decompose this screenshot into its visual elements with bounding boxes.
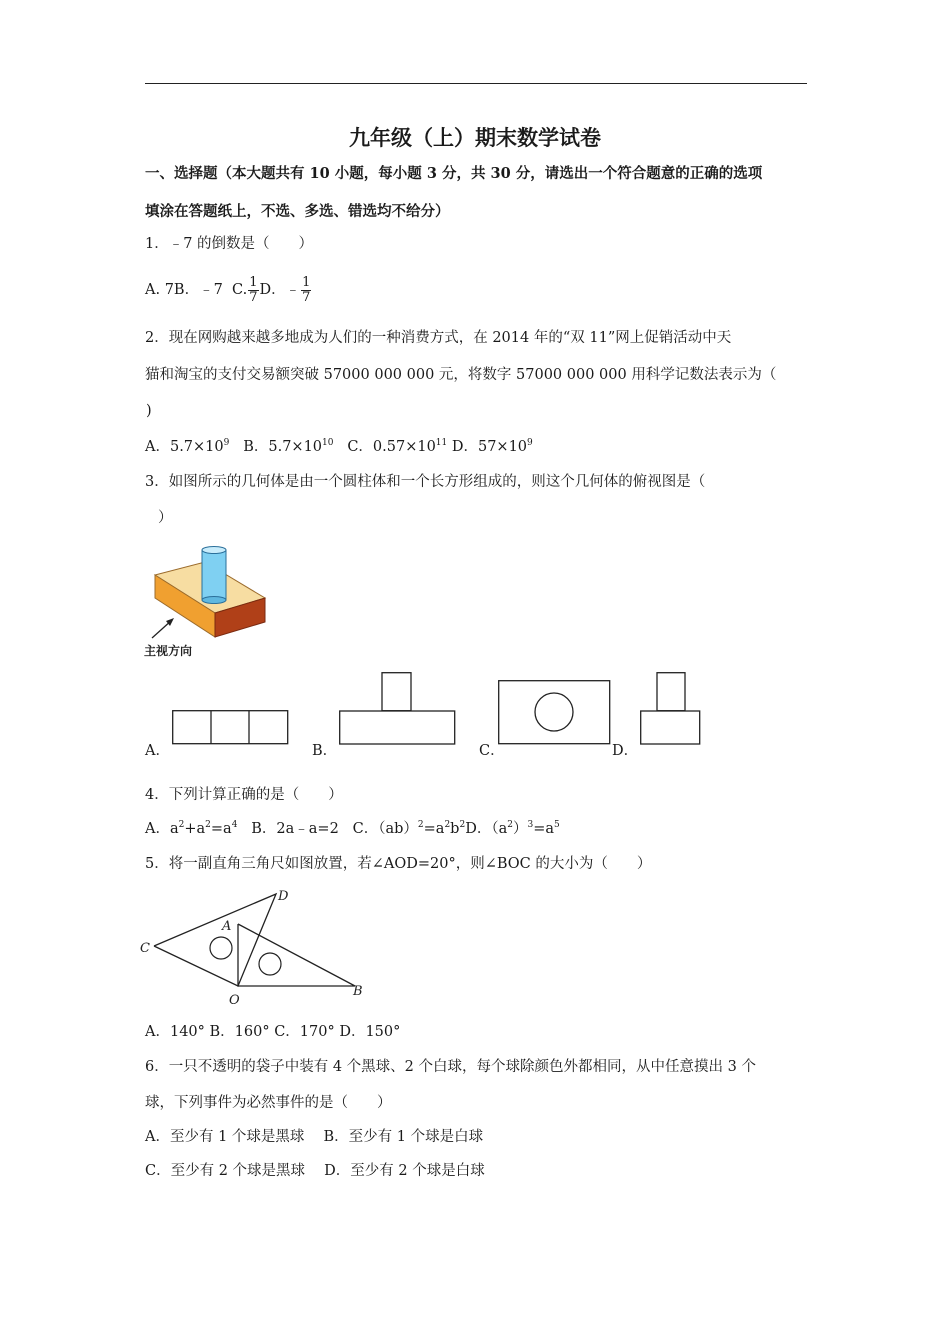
q5-triangles-figure — [140, 884, 370, 1009]
q3-option-d-figure — [640, 672, 702, 746]
q1-option-d-fraction: $\frac{1}{7}$ — [302, 274, 311, 305]
q2-stem-line-3: ) — [146, 403, 152, 419]
q5-options: A．140° B．160° C．170° D．150° — [145, 1024, 401, 1040]
q5-label-b: B — [353, 984, 363, 999]
q1-option-a: A. 7 — [145, 282, 174, 298]
q3-figure-caption: 主视方向 — [144, 644, 193, 658]
q6-stem-line-1: 6．一只不透明的袋子中装有 4 个黑球、2 个白球，每个球除颜色外都相同，从中任意摸出 3 个 — [145, 1059, 756, 1075]
q6-stem-line-2: 球，下列事件为必然事件的是（ ） — [145, 1095, 392, 1111]
q4-stem: 4．下列计算正确的是（ ） — [145, 787, 343, 803]
q3-option-b-figure — [339, 672, 457, 746]
q3-stem-line-2: ） — [158, 510, 173, 526]
page-title: 九年级（上）期末数学试卷 — [349, 125, 601, 150]
q3-option-a-figure — [172, 710, 290, 746]
q4-options: A．$a^2+a^2=a^4$ B．2a﹣a=2 C．$(ab)^2=a^2b^2D$．$(a^2)^3=a^5$ — [145, 820, 560, 837]
q3-solid-figure — [140, 540, 275, 665]
q2-stem-line-2: 猫和淘宝的支付交易额突破 57000 000 000 元，将数字 57000 000 000 用科学记数法表示为（ — [145, 367, 777, 383]
q1-options — [145, 274, 312, 306]
q3-option-c-label: C． — [479, 743, 505, 759]
q3-option-b-label: B． — [312, 743, 338, 759]
header-rule — [145, 83, 807, 84]
q3-option-c-figure — [498, 680, 612, 746]
q5-label-c: C — [140, 941, 150, 956]
q1-option-c: C. — [232, 282, 248, 298]
q1-stem: 1．﹣7 的倒数是（ ） — [145, 236, 314, 252]
q2-options: A．$5.7\times 10^9$ B．$5.7\times 10^{10}$ C．$0.57\times 10^{11}$ D．$57\times 10^9$ — [145, 438, 533, 455]
q3-option-a-label: A． — [145, 743, 170, 759]
q1-option-c-fraction: $\frac{1}{7}$ — [249, 274, 258, 305]
q5-label-a: A — [222, 919, 232, 934]
q2-stem-line-1: 2．现在网购越来越多地成为人们的一种消费方式，在 2014 年的“双 11”网上促销活动中天 — [145, 330, 732, 346]
q6-options-ab: A．至少有 1 个球是黑球 B．至少有 1 个球是白球 — [145, 1129, 484, 1145]
section-1-heading-line-1: 一、选择题（本大题共有 10 小题，每小题 3 分，共 30 分，请选出一个符合题意的正确的选项 — [145, 165, 763, 182]
q3-option-d-label: D． — [612, 743, 639, 759]
q5-label-o: O — [229, 993, 240, 1008]
q1-option-d: D．﹣ — [259, 282, 301, 298]
q6-options-cd: C．至少有 2 个球是黑球 D．至少有 2 个球是白球 — [145, 1163, 485, 1179]
q5-stem: 5．将一副直角三角尺如图放置，若∠AOD=20°，则∠BOC 的大小为（ ） — [145, 856, 652, 872]
q3-stem-line-1: 3．如图所示的几何体是由一个圆柱体和一个长方形组成的，则这个几何体的俯视图是（ — [145, 474, 706, 490]
q5-label-d: D — [278, 889, 289, 904]
section-1-heading-line-2: 填涂在答题纸上，不选、多选、错选均不给分） — [145, 203, 450, 220]
q1-option-b: B．﹣7 — [173, 282, 223, 298]
